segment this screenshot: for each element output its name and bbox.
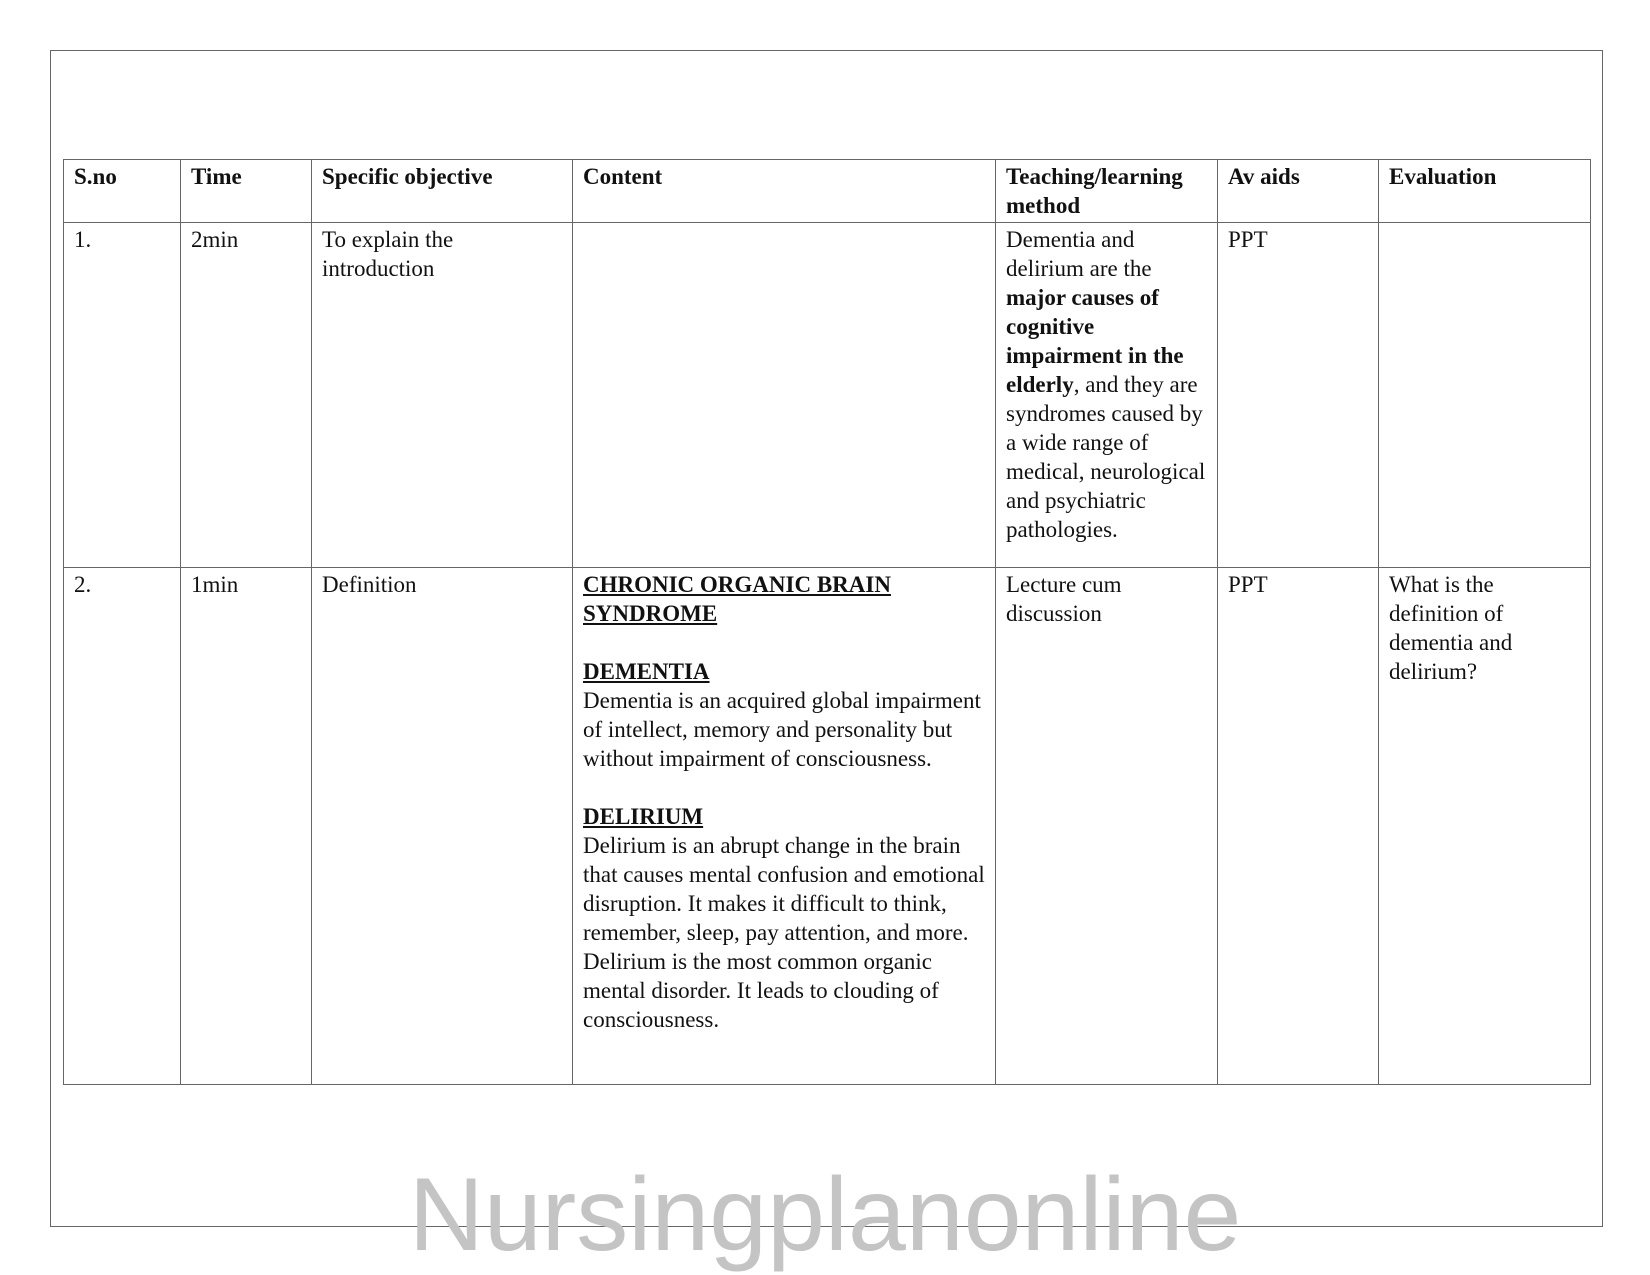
cell-content (573, 223, 996, 568)
cell-content (573, 568, 996, 1085)
header-evaluation: Evaluation (1379, 160, 1591, 223)
cell-time: 1min (181, 568, 312, 1085)
header-time: Time (181, 160, 312, 223)
watermark-text: Nursingplanonline (408, 1157, 1242, 1273)
method-text-pre: Dementia and delirium are the (1006, 227, 1152, 281)
content-main-heading: CHRONIC ORGANIC BRAIN SYNDROME (583, 572, 891, 626)
cell-evaluation (1379, 223, 1591, 568)
method-text-bold: major causes of cognitive impairment in the elderly (1006, 285, 1184, 397)
cell-time: 2min (181, 223, 312, 568)
table-row (64, 223, 1591, 568)
dementia-text: Dementia is an acquired global impairment of intellect, memory and personality but without impairment of consciousness. (583, 688, 981, 771)
delirium-text: Delirium is an abrupt change in the brain that causes mental confusion and emotional disruption. It makes it difficult to think, remember, sleep, pay attention, and more. Delirium is the most common organic mental disorder. It leads to clouding of consciousness. (583, 833, 985, 1032)
header-av-aids: Av aids (1218, 160, 1379, 223)
header-sno: S.no (64, 160, 181, 223)
cell-av-aids: PPT (1218, 223, 1379, 568)
header-objective: Specific objective (312, 160, 573, 223)
dementia-heading: DEMENTIA (583, 659, 710, 684)
cell-sno: 1. (64, 223, 181, 568)
delirium-heading: DELIRIUM (583, 804, 704, 829)
header-content: Content (573, 160, 996, 223)
cell-objective: To explain the introduction (312, 223, 573, 568)
lesson-plan-table (63, 159, 1591, 1085)
header-row (64, 160, 1591, 223)
cell-objective: Definition (312, 568, 573, 1085)
spacer (583, 773, 985, 802)
cell-av-aids: PPT (1218, 568, 1379, 1085)
table-row (64, 568, 1591, 1085)
cell-method: Lecture cum discussion (996, 568, 1218, 1085)
header-method: Teaching/learning method (996, 160, 1218, 223)
cell-sno: 2. (64, 568, 181, 1085)
method-text-post: , and they are syndromes caused by a wide range of medical, neurological and psychiatric pathologies. (1006, 372, 1206, 542)
cell-method (996, 223, 1218, 568)
spacer (583, 628, 985, 657)
cell-evaluation: What is the definition of dementia and delirium? (1379, 568, 1591, 1085)
